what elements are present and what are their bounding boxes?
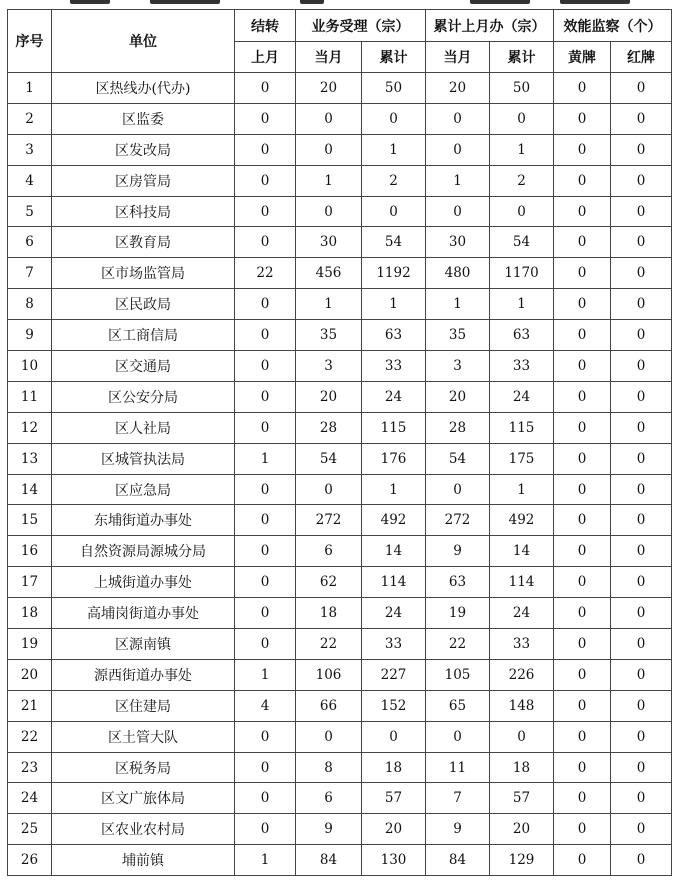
cell-seq: 7 [8, 258, 52, 289]
cell-business-total: 14 [362, 536, 426, 567]
cell-red-card: 0 [611, 227, 672, 258]
header-supervision: 效能监察（个） [554, 10, 672, 42]
cell-yellow-card: 0 [554, 752, 611, 783]
cell-done-month: 35 [426, 320, 490, 351]
header-done-total: 累计 [490, 42, 554, 73]
cell-business-month: 3 [296, 351, 362, 382]
cell-seq: 12 [8, 412, 52, 443]
cell-yellow-card: 0 [554, 814, 611, 845]
table-row [8, 412, 672, 443]
cell-done-total: 1 [490, 134, 554, 165]
cell-seq: 19 [8, 629, 52, 660]
cell-red-card: 0 [611, 629, 672, 660]
cell-carry-over: 1 [235, 659, 296, 690]
cell-business-total: 0 [362, 721, 426, 752]
cell-yellow-card: 0 [554, 134, 611, 165]
cell-done-total: 63 [490, 320, 554, 351]
cell-done-month: 9 [426, 814, 490, 845]
cell-business-total: 1 [362, 289, 426, 320]
cell-done-total: 54 [490, 227, 554, 258]
cell-business-total: 152 [362, 690, 426, 721]
table-row [8, 598, 672, 629]
cell-yellow-card: 0 [554, 629, 611, 660]
cell-seq: 4 [8, 165, 52, 196]
cell-yellow-card: 0 [554, 845, 611, 876]
cell-done-month: 480 [426, 258, 490, 289]
cell-red-card: 0 [611, 103, 672, 134]
cell-red-card: 0 [611, 845, 672, 876]
cell-seq: 11 [8, 381, 52, 412]
cell-done-total: 24 [490, 381, 554, 412]
table-row [8, 567, 672, 598]
cell-business-month: 1 [296, 289, 362, 320]
cell-done-month: 1 [426, 165, 490, 196]
cell-unit: 自然资源局源城分局 [52, 536, 235, 567]
cell-business-total: 24 [362, 598, 426, 629]
cell-unit: 东埔街道办事处 [52, 505, 235, 536]
cell-unit: 区农业农村局 [52, 814, 235, 845]
cell-yellow-card: 0 [554, 351, 611, 382]
cell-business-total: 0 [362, 196, 426, 227]
cell-done-total: 0 [490, 721, 554, 752]
cell-done-month: 0 [426, 103, 490, 134]
cell-red-card: 0 [611, 289, 672, 320]
cell-seq: 3 [8, 134, 52, 165]
cell-red-card: 0 [611, 783, 672, 814]
table-row [8, 629, 672, 660]
cell-business-total: 227 [362, 659, 426, 690]
cell-seq: 6 [8, 227, 52, 258]
cell-unit: 区公安分局 [52, 381, 235, 412]
cell-carry-over: 0 [235, 196, 296, 227]
header-seq: 序号 [8, 10, 52, 73]
cell-done-total: 57 [490, 783, 554, 814]
cell-seq: 1 [8, 73, 52, 104]
cell-business-month: 66 [296, 690, 362, 721]
cell-business-month: 0 [296, 103, 362, 134]
cell-business-month: 9 [296, 814, 362, 845]
cell-business-total: 114 [362, 567, 426, 598]
cell-done-month: 19 [426, 598, 490, 629]
cell-unit: 源西街道办事处 [52, 659, 235, 690]
cell-carry-over: 22 [235, 258, 296, 289]
table-row [8, 196, 672, 227]
table-row [8, 351, 672, 382]
cell-business-total: 20 [362, 814, 426, 845]
cell-business-total: 63 [362, 320, 426, 351]
cell-yellow-card: 0 [554, 690, 611, 721]
cell-red-card: 0 [611, 412, 672, 443]
table-row [8, 289, 672, 320]
cell-unit: 上城街道办事处 [52, 567, 235, 598]
cell-done-month: 0 [426, 474, 490, 505]
cell-unit: 区土管大队 [52, 721, 235, 752]
table-row [8, 474, 672, 505]
cell-done-month: 54 [426, 443, 490, 474]
cell-unit: 区工商信局 [52, 320, 235, 351]
cell-done-total: 175 [490, 443, 554, 474]
cell-business-total: 33 [362, 629, 426, 660]
cell-unit: 区热线办(代办) [52, 73, 235, 104]
cell-done-total: 2 [490, 165, 554, 196]
cell-seq: 16 [8, 536, 52, 567]
cell-done-total: 50 [490, 73, 554, 104]
cell-done-month: 11 [426, 752, 490, 783]
cell-unit: 区交通局 [52, 351, 235, 382]
cell-business-total: 492 [362, 505, 426, 536]
cell-red-card: 0 [611, 474, 672, 505]
cell-unit: 区住建局 [52, 690, 235, 721]
cell-business-total: 18 [362, 752, 426, 783]
cell-business-total: 1 [362, 134, 426, 165]
cell-red-card: 0 [611, 690, 672, 721]
cell-unit: 区监委 [52, 103, 235, 134]
table-row [8, 783, 672, 814]
cell-carry-over: 0 [235, 73, 296, 104]
cell-done-month: 3 [426, 351, 490, 382]
cell-seq: 8 [8, 289, 52, 320]
cell-seq: 26 [8, 845, 52, 876]
cell-red-card: 0 [611, 659, 672, 690]
cell-done-month: 7 [426, 783, 490, 814]
cell-business-month: 106 [296, 659, 362, 690]
table-row [8, 845, 672, 876]
cell-done-total: 129 [490, 845, 554, 876]
cell-seq: 13 [8, 443, 52, 474]
cell-business-total: 0 [362, 103, 426, 134]
table-row [8, 752, 672, 783]
cell-business-total: 176 [362, 443, 426, 474]
cell-done-total: 1 [490, 289, 554, 320]
cell-yellow-card: 0 [554, 381, 611, 412]
cell-done-month: 84 [426, 845, 490, 876]
cell-carry-over: 0 [235, 474, 296, 505]
cell-carry-over: 0 [235, 351, 296, 382]
cell-red-card: 0 [611, 351, 672, 382]
cell-done-month: 20 [426, 381, 490, 412]
cell-done-total: 24 [490, 598, 554, 629]
header-done-month: 当月 [426, 42, 490, 73]
cell-business-total: 50 [362, 73, 426, 104]
table-row [8, 103, 672, 134]
cell-done-total: 0 [490, 196, 554, 227]
cell-business-total: 1192 [362, 258, 426, 289]
cell-carry-over: 0 [235, 103, 296, 134]
table-row [8, 165, 672, 196]
cell-carry-over: 0 [235, 134, 296, 165]
cell-business-month: 6 [296, 536, 362, 567]
cell-business-month: 0 [296, 721, 362, 752]
cell-business-total: 24 [362, 381, 426, 412]
table-row [8, 320, 672, 351]
cell-done-month: 22 [426, 629, 490, 660]
cell-unit: 区人社局 [52, 412, 235, 443]
table-row [8, 258, 672, 289]
cell-carry-over: 4 [235, 690, 296, 721]
cell-business-total: 33 [362, 351, 426, 382]
cell-yellow-card: 0 [554, 505, 611, 536]
cell-red-card: 0 [611, 752, 672, 783]
cell-unit: 区房管局 [52, 165, 235, 196]
cell-carry-over: 0 [235, 289, 296, 320]
cell-business-month: 0 [296, 196, 362, 227]
header-business-total: 累计 [362, 42, 426, 73]
header-yellow-card: 黄牌 [554, 42, 611, 73]
cell-done-month: 63 [426, 567, 490, 598]
cell-unit: 区发改局 [52, 134, 235, 165]
cell-yellow-card: 0 [554, 73, 611, 104]
cell-seq: 15 [8, 505, 52, 536]
cell-done-total: 148 [490, 690, 554, 721]
cell-carry-over: 1 [235, 443, 296, 474]
cell-seq: 2 [8, 103, 52, 134]
cell-carry-over: 0 [235, 381, 296, 412]
cell-seq: 22 [8, 721, 52, 752]
cell-red-card: 0 [611, 165, 672, 196]
cell-done-month: 105 [426, 659, 490, 690]
cell-yellow-card: 0 [554, 474, 611, 505]
cell-seq: 9 [8, 320, 52, 351]
cell-done-month: 272 [426, 505, 490, 536]
header-business: 业务受理（宗） [296, 10, 426, 42]
cell-done-total: 1170 [490, 258, 554, 289]
header-red-card: 红牌 [611, 42, 672, 73]
table-row [8, 381, 672, 412]
cell-seq: 20 [8, 659, 52, 690]
cell-carry-over: 0 [235, 165, 296, 196]
cell-yellow-card: 0 [554, 289, 611, 320]
cell-carry-over: 1 [235, 845, 296, 876]
cell-done-total: 492 [490, 505, 554, 536]
cell-seq: 24 [8, 783, 52, 814]
cell-seq: 10 [8, 351, 52, 382]
cell-yellow-card: 0 [554, 320, 611, 351]
cell-business-month: 28 [296, 412, 362, 443]
cell-red-card: 0 [611, 73, 672, 104]
cell-done-month: 9 [426, 536, 490, 567]
cell-unit: 区民政局 [52, 289, 235, 320]
cell-carry-over: 0 [235, 783, 296, 814]
cell-done-month: 0 [426, 196, 490, 227]
cell-done-total: 20 [490, 814, 554, 845]
cell-done-total: 115 [490, 412, 554, 443]
cell-carry-over: 0 [235, 567, 296, 598]
cell-seq: 23 [8, 752, 52, 783]
cell-seq: 17 [8, 567, 52, 598]
cell-red-card: 0 [611, 505, 672, 536]
cell-business-month: 0 [296, 134, 362, 165]
cell-business-total: 54 [362, 227, 426, 258]
cell-unit: 区教育局 [52, 227, 235, 258]
cell-unit: 区科技局 [52, 196, 235, 227]
cell-unit: 埔前镇 [52, 845, 235, 876]
cell-business-total: 115 [362, 412, 426, 443]
table-row [8, 721, 672, 752]
cell-done-total: 14 [490, 536, 554, 567]
cell-yellow-card: 0 [554, 196, 611, 227]
cell-business-month: 20 [296, 73, 362, 104]
cell-yellow-card: 0 [554, 598, 611, 629]
cell-carry-over: 0 [235, 227, 296, 258]
cell-seq: 21 [8, 690, 52, 721]
cell-carry-over: 0 [235, 412, 296, 443]
cell-red-card: 0 [611, 598, 672, 629]
cell-done-total: 1 [490, 474, 554, 505]
table-row [8, 505, 672, 536]
cell-business-month: 30 [296, 227, 362, 258]
cell-carry-over: 0 [235, 536, 296, 567]
cell-carry-over: 0 [235, 721, 296, 752]
cell-business-total: 130 [362, 845, 426, 876]
cell-done-month: 30 [426, 227, 490, 258]
cell-done-total: 33 [490, 629, 554, 660]
cell-unit: 区文广旅体局 [52, 783, 235, 814]
cell-yellow-card: 0 [554, 783, 611, 814]
cell-business-month: 84 [296, 845, 362, 876]
statistics-table [7, 9, 672, 876]
cell-carry-over: 0 [235, 598, 296, 629]
cell-carry-over: 0 [235, 320, 296, 351]
cell-done-month: 65 [426, 690, 490, 721]
cell-business-total: 2 [362, 165, 426, 196]
cell-done-month: 20 [426, 73, 490, 104]
cell-red-card: 0 [611, 320, 672, 351]
cell-done-month: 0 [426, 721, 490, 752]
header-business-month: 当月 [296, 42, 362, 73]
cell-done-month: 1 [426, 289, 490, 320]
table-row [8, 134, 672, 165]
cell-done-month: 28 [426, 412, 490, 443]
cell-business-month: 6 [296, 783, 362, 814]
cell-done-total: 226 [490, 659, 554, 690]
header-cumulative-done: 累计上月办（宗） [426, 10, 554, 42]
header-unit: 单位 [52, 10, 235, 73]
cell-unit: 区源南镇 [52, 629, 235, 660]
cell-carry-over: 0 [235, 752, 296, 783]
cell-yellow-card: 0 [554, 412, 611, 443]
table-row [8, 227, 672, 258]
cell-red-card: 0 [611, 567, 672, 598]
header-last-month: 上月 [235, 42, 296, 73]
cell-seq: 25 [8, 814, 52, 845]
cell-yellow-card: 0 [554, 258, 611, 289]
table-row [8, 536, 672, 567]
cell-business-month: 35 [296, 320, 362, 351]
cell-seq: 14 [8, 474, 52, 505]
cell-business-month: 0 [296, 474, 362, 505]
cell-red-card: 0 [611, 258, 672, 289]
cell-yellow-card: 0 [554, 536, 611, 567]
cell-red-card: 0 [611, 443, 672, 474]
cell-red-card: 0 [611, 814, 672, 845]
cell-seq: 5 [8, 196, 52, 227]
cell-done-total: 18 [490, 752, 554, 783]
cell-done-month: 0 [426, 134, 490, 165]
cell-business-month: 1 [296, 165, 362, 196]
cell-yellow-card: 0 [554, 103, 611, 134]
cell-business-month: 8 [296, 752, 362, 783]
cell-unit: 区应急局 [52, 474, 235, 505]
cell-unit: 区税务局 [52, 752, 235, 783]
cell-business-month: 62 [296, 567, 362, 598]
cell-business-month: 18 [296, 598, 362, 629]
table-row [8, 814, 672, 845]
table-row [8, 690, 672, 721]
cell-business-month: 22 [296, 629, 362, 660]
cell-business-month: 54 [296, 443, 362, 474]
table-row [8, 443, 672, 474]
cell-business-total: 1 [362, 474, 426, 505]
cell-yellow-card: 0 [554, 659, 611, 690]
cell-business-total: 57 [362, 783, 426, 814]
header-carry-over: 结转 [235, 10, 296, 42]
cell-carry-over: 0 [235, 629, 296, 660]
cell-unit: 区市场监管局 [52, 258, 235, 289]
table-body [8, 73, 672, 876]
cell-yellow-card: 0 [554, 165, 611, 196]
cell-seq: 18 [8, 598, 52, 629]
cell-red-card: 0 [611, 721, 672, 752]
cell-yellow-card: 0 [554, 227, 611, 258]
cell-yellow-card: 0 [554, 443, 611, 474]
cell-business-month: 20 [296, 381, 362, 412]
cell-red-card: 0 [611, 134, 672, 165]
cell-carry-over: 0 [235, 505, 296, 536]
cell-business-month: 456 [296, 258, 362, 289]
cell-red-card: 0 [611, 196, 672, 227]
cell-red-card: 0 [611, 381, 672, 412]
cell-unit: 高埔岗街道办事处 [52, 598, 235, 629]
cell-red-card: 0 [611, 536, 672, 567]
cell-unit: 区城管执法局 [52, 443, 235, 474]
table-row [8, 73, 672, 104]
cell-yellow-card: 0 [554, 567, 611, 598]
cell-carry-over: 0 [235, 814, 296, 845]
cell-done-total: 0 [490, 103, 554, 134]
cell-done-total: 114 [490, 567, 554, 598]
cell-yellow-card: 0 [554, 721, 611, 752]
table-row [8, 659, 672, 690]
cell-done-total: 33 [490, 351, 554, 382]
cell-business-month: 272 [296, 505, 362, 536]
